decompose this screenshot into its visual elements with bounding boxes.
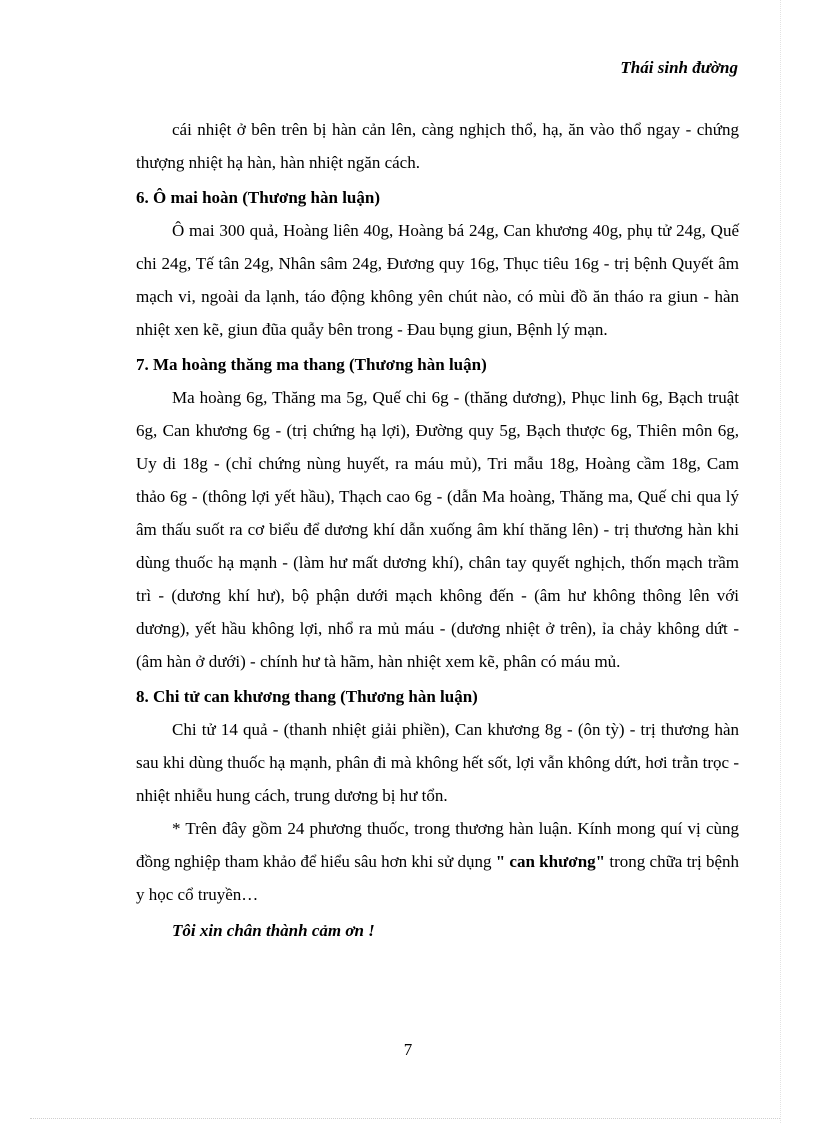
page-number: 7 <box>403 1040 413 1059</box>
heading-o-mai-hoan: 6. Ô mai hoàn (Thương hàn luận) <box>136 188 380 207</box>
paragraph-continuation: cái nhiệt ở bên trên bị hàn cản lên, càng nghịch thổ, hạ, ăn vào thổ ngay - chứng thượng nhiệt hạ hàn, hàn nhiệt ngăn cách. <box>136 120 739 172</box>
summary-paragraph <box>136 812 739 911</box>
paragraph-ma-hoang-thang-ma-thang: Ma hoàng 6g, Thăng ma 5g, Quế chi 6g - (thăng dương), Phục linh 6g, Bạch truật 6g, Can khương 6g - (trị chứng hạ lợi), Đường quy 5g, Bạch thược 6g, Thiên môn 6g, Uy di 18g - (chỉ chứng nùng huyết, ra máu mủ), Tri mẫu 18g, Hoàng cầm 18g, Cam thảo 6g - (thông lợi yết hầu), Thạch cao 6g - (dẫn Ma hoàng, Thăng ma, Quế chi qua lý âm thấu suốt ra cơ biểu để dương khí dẫn xuống âm khí thăng lên) - trị thương hàn khi dùng thuốc hạ mạnh - (làm hư mất dương khí), chân tay quyết nghịch, thốn mạch trầm trì - (dương khí hư), bộ phận dưới mạch không đến - (âm hư không thông lên với dương), yết hầu không lợi, nhổ ra mủ máu - (dương nhiệt ở trên), ỉa chảy không dứt - (âm hàn ở dưới) - chính hư tà hãm, hàn nhiệt xem kẽ, phân có máu mủ. <box>136 388 739 671</box>
running-header: Thái sinh đường <box>620 58 738 77</box>
summary-text-end: trong chữa trị bệnh y học cổ truyền… <box>136 852 740 904</box>
heading-ma-hoang-thang-ma-thang: 7. Ma hoàng thăng ma thang (Thương hàn luận) <box>136 355 487 374</box>
summary-text: * Trên đây gồm 24 phương thuốc, trong thương hàn luận. Kính mong quí vị cùng đồng nghiệp tham khảo để hiểu sâu hơn khi sử dụng <box>136 819 739 871</box>
paragraph-chi-tu-can-khuong-thang: Chi tử 14 quả - (thanh nhiệt giải phiền), Can khương 8g - (ôn tỳ) - trị thương hàn sau khi dùng thuốc hạ mạnh, phân đi mà không hết sốt, lợi vẫn không dứt, hơi trằn trọc - nhiệt nhiễu hung cách, trung dương bị hư tổn. <box>136 720 739 805</box>
body-text <box>136 113 739 947</box>
closing-thanks: Tôi xin chân thành cảm ơn ! <box>172 921 375 940</box>
margin-divider <box>780 0 781 1123</box>
paragraph-o-mai-hoan: Ô mai 300 quả, Hoàng liên 40g, Hoàng bá 24g, Can khương 40g, phụ tử 24g, Quế chi 24g, Tế tân 24g, Nhân sâm 24g, Đương quy 16g, Thục tiêu 16g - trị bệnh Quyết âm mạch vi, ngoài da lạnh, táo động không yên chút nào, có mùi đồ ăn tháo ra giun - hàn nhiệt xen kẽ, giun đũa quẫy bên trong - Đau bụng giun, Bệnh lý mạn. <box>136 221 739 339</box>
summary-emphasis: " can khương" <box>495 852 606 871</box>
footer-divider <box>30 1118 780 1119</box>
heading-chi-tu-can-khuong-thang: 8. Chi tử can khương thang (Thương hàn luận) <box>136 687 478 706</box>
